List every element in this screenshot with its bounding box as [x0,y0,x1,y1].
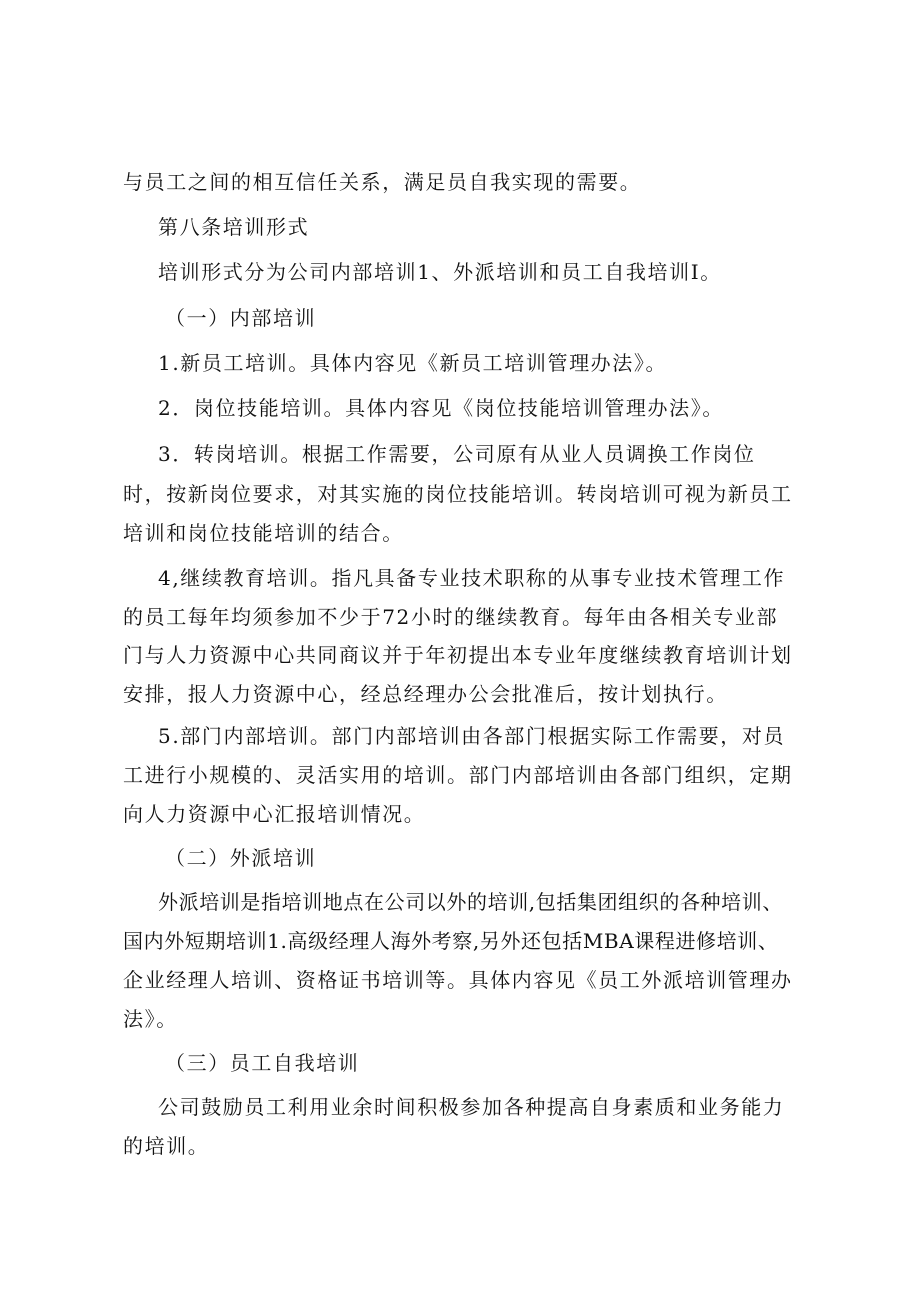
text-line: 培训形式分为公司内部培训1、外派培训和员工自我培训I。 [158,260,722,284]
text-line: 2．岗位技能培训。具体内容见《岗位技能培训管理办法》。 [158,396,724,420]
text-line: 门与人力资源中心共同商议并于年初提出本专业年度继续教育培训计划 [123,643,793,667]
subsection-heading: （三）员工自我培训 [165,1051,360,1075]
text-line: 的员工每年均须参加不少于72小时的继续教育。每年由各相关专业部 [123,605,779,629]
section-heading: 第八条培训形式 [158,215,310,239]
text-line: 时，按新岗位要求，对其实施的岗位技能培训。转岗培训可视为新员工 [123,482,793,506]
text-line: 企业经理人培训、资格证书培训等。具体内容见《员工外派培训管理办 [123,968,793,992]
text-line: 4,继续教育培训。指凡具备专业技术职称的从事专业技术管理工作 [158,566,786,590]
text-line: 的培训。 [123,1134,210,1158]
text-line: 培训和岗位技能培训的结合。 [123,521,404,545]
text-line: 法》。 [123,1007,178,1031]
text-line: 国内外短期培训1.高级经理人海外考察,另外还包括MBA课程进修培训、 [123,929,779,953]
text-line: 5.部门内部培训。部门内部培训由各部门根据实际工作需要，对员 [158,724,786,748]
text-line: 外派培训是指培训地点在公司以外的培训,包括集团组织的各种培训、 [158,890,783,914]
text-line: 3．转岗培训。根据工作需要，公司原有从业人员调换工作岗位 [158,442,756,466]
text-line: 工进行小规模的、灵活实用的培训。部门内部培训由各部门组织，定期 [123,763,793,787]
text-line: 1.新员工培训。具体内容见《新员工培训管理办法》。 [158,351,668,375]
subsection-heading: （二）外派培训 [165,846,317,870]
text-line: 向人力资源中心汇报培训情况。 [123,802,426,826]
text-line: 安排，报人力资源中心，经总经理办公会批准后，按计划执行。 [123,682,728,706]
subsection-heading: （一）内部培训 [165,306,317,330]
text-line: 公司鼓励员工利用业余时间积极参加各种提高自身素质和业务能力 [158,1095,785,1119]
text-line: 与员工之间的相互信任关系，满足员自我实现的需要。 [123,170,642,194]
